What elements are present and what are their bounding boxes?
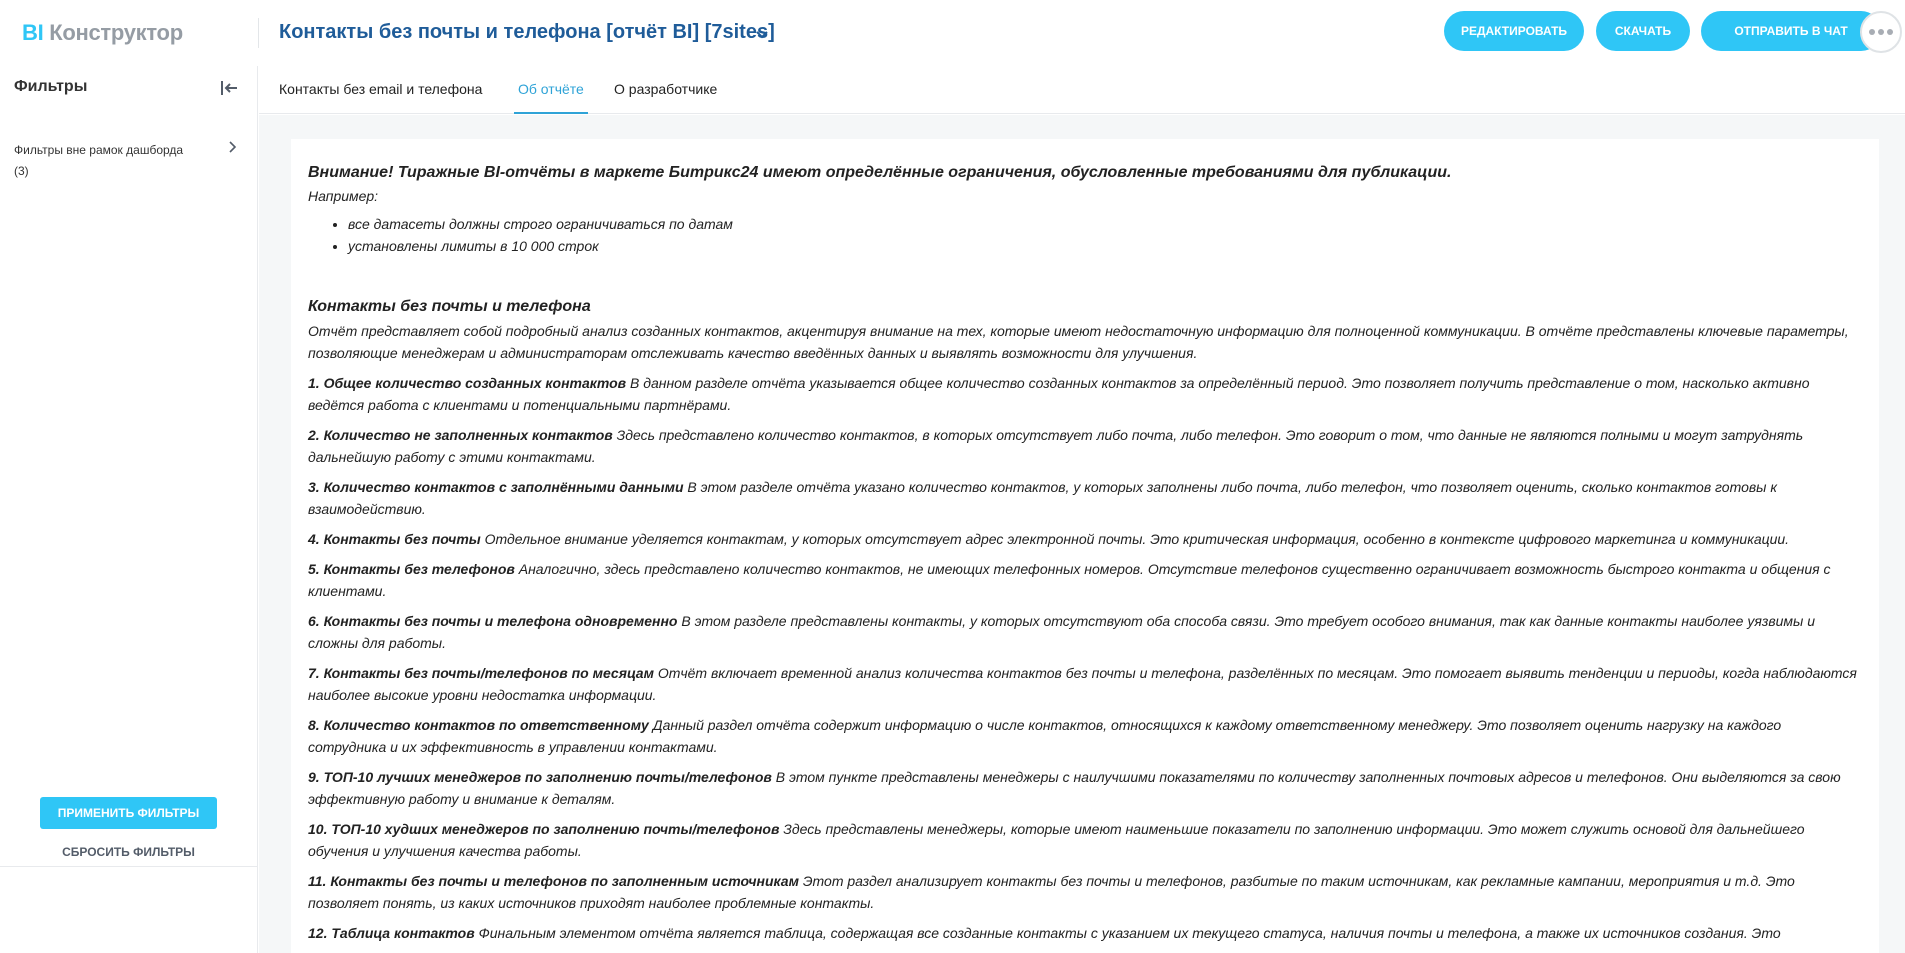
item-title: 7. Контакты без почты/телефонов по месяцам: [308, 665, 654, 681]
edit-button[interactable]: РЕДАКТИРОВАТЬ: [1444, 11, 1584, 51]
report-tabs: [259, 66, 1905, 114]
intro-paragraph: Отчёт представляет собой подробный анализ созданных контактов, акцентируя внимание на тех, которые имеют недостаточную информацию для полноценной коммуникации. В отчёте представлены ключевые параметры, позволяющие менеджерам и администраторам отслеживать качество введённых данных и выявлять возможности для улучшения.: [308, 323, 1849, 361]
item-text: Отчёт включает временной анализ количества контактов без почты и телефона, разделённых по месяцам. Это помогает выявить тенденции и периоды, когда наблюдаются наиболее высокие уровни недостатка информации.: [308, 665, 1857, 703]
sidebar-footer: [0, 866, 258, 953]
report-title[interactable]: Контакты без почты и телефона [отчёт BI] [7sites]: [279, 21, 775, 43]
tab-about-report[interactable]: Об отчёте: [514, 66, 588, 114]
item-text: В данном разделе отчёта указывается общее количество созданных контактов за определённый период. Это позволяет получить представление о том, насколько активно ведётся работа с клиентами и потенциальными партнёрами.: [308, 375, 1810, 413]
item-text: Отдельное внимание уделяется контактам, у которых отсутствует адрес электронной почты. Это критическая информация, особенно в контексте цифрового маркетинга и коммуникации.: [480, 531, 1790, 547]
filter-group-count: (3): [14, 164, 29, 178]
more-dot-icon: [1878, 29, 1884, 35]
logo-rest-text: Конструктор: [43, 20, 183, 45]
header-divider: [258, 18, 259, 48]
item-title: 10. ТОП-10 худших менеджеров по заполнению почты/телефонов: [308, 821, 780, 837]
item-title: 12. Таблица контактов: [308, 925, 475, 941]
top-header: [0, 0, 1905, 66]
item-text: Данный раздел отчёта содержит информацию о числе контактов, относящихся к каждому ответственному менеджеру. Это позволяет оценить нагрузку на каждого сотрудника и их эффективность в управлении контактами.: [308, 717, 1782, 755]
logo-bi-text: BI: [22, 20, 44, 45]
bi-constructor-logo[interactable]: [22, 20, 183, 46]
description-item: [308, 870, 1862, 914]
item-title: 3. Количество контактов с заполнёнными данными: [308, 479, 684, 495]
item-text: Здесь представлены менеджеры, которые имеют наименьшие показатели по заполнению информации. Это может служить основой для дальнейшего обучения и улучшения качества работы.: [308, 821, 1805, 859]
item-text: В этом пункте представлены менеджеры с наилучшими показателями по количеству заполненных почтовых адресов и телефонов. Они выделяются за свою эффективную работу и внимание к деталям.: [308, 769, 1841, 807]
item-title: 1. Общее количество созданных контактов: [308, 375, 627, 391]
report-description-card: [291, 139, 1879, 953]
description-item: [308, 766, 1862, 810]
item-title: 8. Количество контактов по ответственному: [308, 717, 649, 733]
example-label: Например:: [308, 188, 379, 204]
item-text: В этом разделе отчёта указано количество контактов, у которых заполнены либо почта, либо телефон, что позволяет оценить, сколько контактов готовы к взаимодействию.: [308, 479, 1777, 517]
tab-about-developer[interactable]: О разработчике: [614, 81, 718, 97]
item-title: 11. Контакты без почты и телефонов по заполненным источникам: [308, 873, 799, 889]
description-item: [308, 714, 1862, 758]
send-to-chat-button[interactable]: ОТПРАВИТЬ В ЧАТ: [1701, 11, 1881, 51]
description-item: [308, 476, 1862, 520]
more-menu-button[interactable]: [1860, 11, 1902, 53]
item-title: 9. ТОП-10 лучших менеджеров по заполнению почты/телефонов: [308, 769, 772, 785]
warning-title: Внимание! Тиражные BI-отчёты в маркете Битрикс24 имеют определённые ограничения, обусловленные требованиями для публикации.: [308, 164, 1452, 181]
item-text: Аналогично, здесь представлено количество контактов, не имеющих телефонных номеров. Отсутствие телефонов существенно ограничивает возможность быстрого контакта и общения с клиентами.: [308, 561, 1831, 599]
description-item: [308, 818, 1862, 862]
description-item: [308, 662, 1862, 706]
description-item: [308, 922, 1862, 944]
item-title: 4. Контакты без почты: [308, 531, 481, 547]
chevron-down-icon[interactable]: [752, 24, 772, 44]
list-item: • установлены лимиты в 10 000 строк: [348, 235, 1862, 257]
apply-filters-button[interactable]: ПРИМЕНИТЬ ФИЛЬТРЫ: [40, 797, 217, 829]
tab-contacts-without-email-phone[interactable]: Контакты без email и телефона: [279, 81, 483, 97]
filter-group-label: Фильтры вне рамок дашборда: [14, 143, 184, 157]
download-button[interactable]: СКАЧАТЬ: [1596, 11, 1690, 51]
item-title: 2. Количество не заполненных контактов: [308, 427, 613, 443]
limitations-list: [348, 213, 1862, 257]
item-title: 6. Контакты без почты и телефона одновременно: [308, 613, 678, 629]
reset-filters-button[interactable]: СБРОСИТЬ ФИЛЬТРЫ: [40, 838, 217, 866]
item-text: Здесь представлено количество контактов, в которых отсутствует либо почта, либо телефон. Это говорит о том, что данные не являются полными и могут затруднять дальнейшую работу с этими контактами.: [308, 427, 1804, 465]
description-item: [308, 610, 1862, 654]
description-item: [308, 372, 1862, 416]
chevron-right-icon[interactable]: [224, 139, 240, 155]
more-dot-icon: [1869, 29, 1875, 35]
more-dot-icon: [1887, 29, 1893, 35]
filter-group-outside-dashboard[interactable]: [14, 140, 244, 182]
item-text: Финальным элементом отчёта является таблица, содержащая все созданные контакты с указанием их текущего статуса, наличия почты и телефона, а также их источников создания. Это: [474, 925, 1781, 941]
filters-title: Фильтры: [14, 78, 88, 95]
description-item: [308, 558, 1862, 602]
item-text: В этом разделе представлены контакты, у которых отсутствуют оба способа связи. Это требует особого внимания, так как данные контакты наиболее уязвимы и сложны для работы.: [308, 613, 1816, 651]
item-title: 5. Контакты без телефонов: [308, 561, 515, 577]
description-item: [308, 528, 1862, 550]
description-item: [308, 424, 1862, 468]
section-title: Контакты без почты и телефона: [308, 298, 591, 315]
collapse-sidebar-icon[interactable]: [218, 77, 240, 99]
item-text: Этот раздел анализирует контакты без почты и телефонов, разбитые по таким источникам, как рекламные кампании, мероприятия и т.д. Это позволяет понять, из каких источников приходят наиболее проблемные контакты.: [308, 873, 1795, 911]
list-item: • все датасеты должны строго ограничиваться по датам: [348, 213, 1862, 235]
